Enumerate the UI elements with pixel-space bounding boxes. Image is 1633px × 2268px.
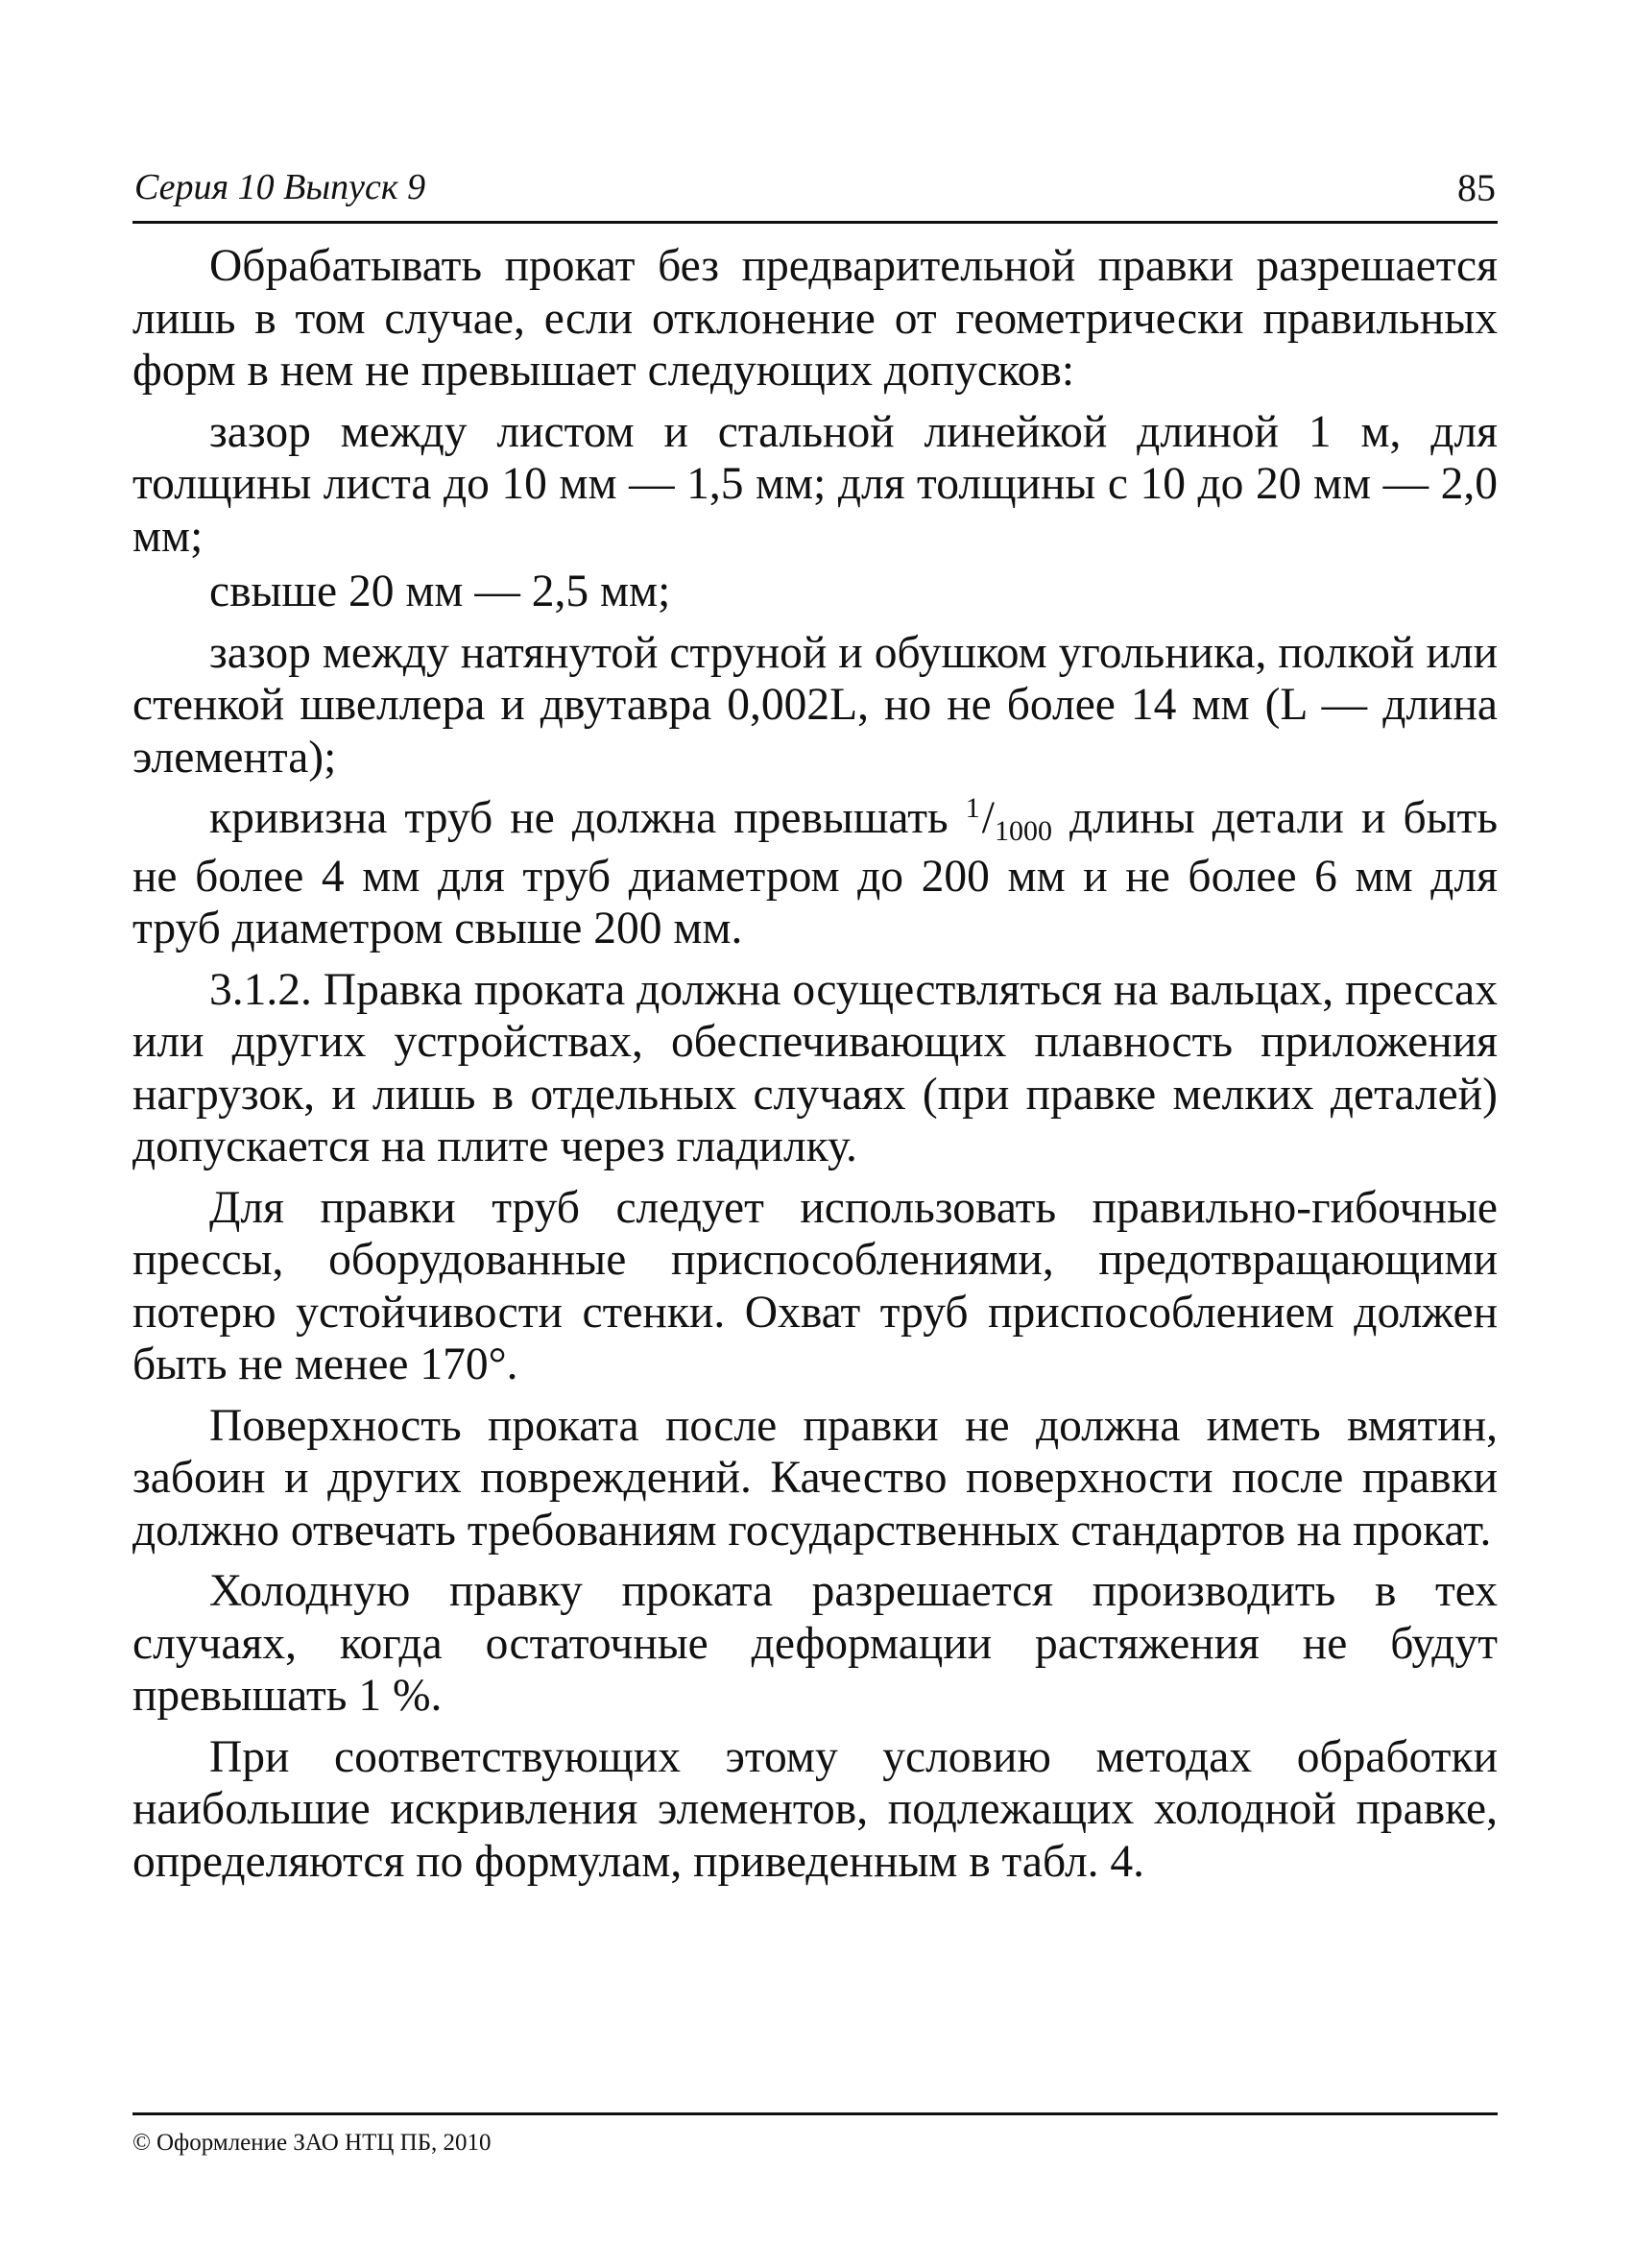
paragraph-section-3-1-2: 3.1.2. Правка проката должна осуществляться на вальцах, прессах или других устройствах, обеспечивающих плавность приложения нагрузок, и лишь в отдельных случаях (при правке мелких деталей) допускается на плите через гладилку. [132,964,1498,1171]
paragraph-pipe-curvature [132,792,1498,955]
paragraph-surface-quality: Поверхность проката после правки не должна иметь вмятин, забоин и других повреждений. Качество поверхности после правки должно отвечать требованиям государственных стандартов на прокат. [132,1400,1498,1556]
copyright-text: Оформление ЗАО НТЦ ПБ, 2010 [156,2130,492,2156]
copyright-symbol: © [132,2130,151,2156]
page-number: 85 [1457,166,1496,209]
page-footer [132,2112,1498,2155]
pipe-curvature-text-start: кривизна труб не должна превышать [209,793,966,843]
fraction-numerator: 1 [965,792,980,824]
series-title: Серия 10 Выпуск 9 [134,167,426,207]
paragraph-processing-without-straightening: Обрабатывать прокат без предварительной правки разрешается лишь в том случае, если отклонение от геометрически правильных форм в нем не превышает следующих допусков: [132,241,1498,396]
pipe-curvature-text-end: длины детали и быть не более 4 мм для труб диаметром до 200 мм и не более 6 мм для труб диаметром свыше 200 мм. [132,793,1498,953]
paragraph-curvature-formulas: При соответствующих этому условию методах обработки наибольшие искривления элементов, подлежащих холодной правке, определяются по формулам, приведенным в табл. 4. [132,1731,1498,1887]
page-header [132,165,1498,224]
paragraph-pipe-straightening: Для правки труб следует использовать правильно-гибочные прессы, оборудованные приспособлениями, предотвращающими потерю устойчивости стенки. Охват труб приспособлением должен быть не менее 170°. [132,1182,1498,1389]
fraction-denominator: 1000 [994,815,1052,847]
paragraph-gap-sheet-ruler: зазор между листом и стальной линейкой длиной 1 м, для толщины листа до 10 мм — 1,5 мм; для толщины с 10 до 20 мм — 2,0 мм; [132,406,1498,562]
document-body [132,240,1498,1888]
fraction-slash: / [981,793,995,843]
paragraph-gap-string-angle: зазор между натянутой струной и обушком угольника, полкой или стенкой швеллера и двутавра 0,002L, но не более 14 мм (L — длина элемента); [132,627,1498,783]
paragraph-cold-straightening: Холодную правку проката разрешается производить в тех случаях, когда остаточные деформации растяжения не будут превышать 1 %. [132,1566,1498,1721]
paragraph-over-20mm: свыше 20 мм — 2,5 мм; [209,567,671,616]
